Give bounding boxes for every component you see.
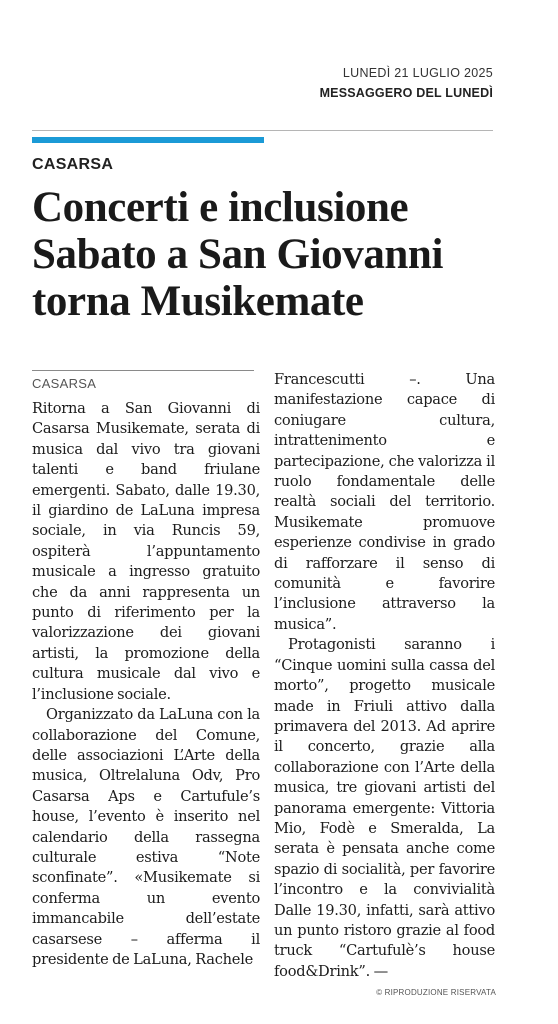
paragraph-3: Francescutti –. Una manifestazione capace di coniugare cultura, intrattenimento e partecipazione, che valorizza il ruolo fondamentale delle realtà sociali del territorio. Musikemate promuove esperienze condivise in grado di rafforzare il senso di comunità e favorire l’inclusione attraverso la musica”.: [274, 371, 495, 633]
section-accent-bar: [32, 137, 264, 143]
article-column-left: [32, 399, 260, 970]
headline-line-1: Concerti e inclusione: [32, 184, 409, 231]
paragraph-1: Ritorna a San Giovanni di Casarsa Musikemate, serata di musica dal vivo tra giovani talenti e band friulane emergenti. Sabato, dalle 19.30, il giardino de LaLuna impresa sociale, in via Runcis 59, ospiterà l’appuntamento musicale a ingresso gratuito che da anni rappresenta un punto di riferimento per la valorizzazione dei giovani artisti, la promozione della cultura musicale dal vivo e l’inclusione sociale.: [32, 400, 260, 703]
dateline: CASARSA: [32, 376, 97, 391]
copyright-symbol: ©: [376, 988, 383, 997]
header-paper-name: MESSAGGERO DEL LUNEDÌ: [319, 86, 493, 100]
dateline-divider: [32, 370, 254, 371]
headline-line-3: torna Musikemate: [32, 278, 364, 325]
headline: [32, 184, 532, 325]
header-divider: [32, 130, 493, 131]
article-column-right: [274, 370, 495, 982]
paragraph-2: Organizzato da LaLuna con la collaborazione del Comune, delle associazioni L’Arte della musica, Oltrelaluna Odv, Pro Casarsa Aps e Cartufule’s house, l’evento è inserito nel calendario della rassegna culturale estiva “Note sconfinate”. «Musikemate si conferma un evento immancabile dell’estate casarsese – afferma il presidente de LaLuna, Rachele: [32, 706, 260, 968]
copyright-text: RIPRODUZIONE RISERVATA: [384, 988, 496, 997]
copyright-notice: [376, 988, 496, 997]
paragraph-4: Protagonisti saranno i “Cinque uomini sulla cassa del morto”, progetto musicale made in Friuli attivo dalla primavera del 2013. Ad aprire il concerto, grazie alla collaborazione con l’Arte della musica, tre giovani artisti del panorama emergente: Vittoria Mio, Fodè e Smeralda, La serata è pensata anche come spazio di socialità, per favorire l’incontro e la convivialità Dalle 19.30, infatti, sarà attivo un punto ristoro grazie al food truck “Cartufulè’s house food&Drink”. —: [274, 636, 495, 980]
section-kicker: CASARSA: [32, 156, 114, 173]
headline-line-2: Sabato a San Giovanni: [32, 231, 443, 278]
header-date: LUNEDÌ 21 LUGLIO 2025: [342, 66, 493, 80]
